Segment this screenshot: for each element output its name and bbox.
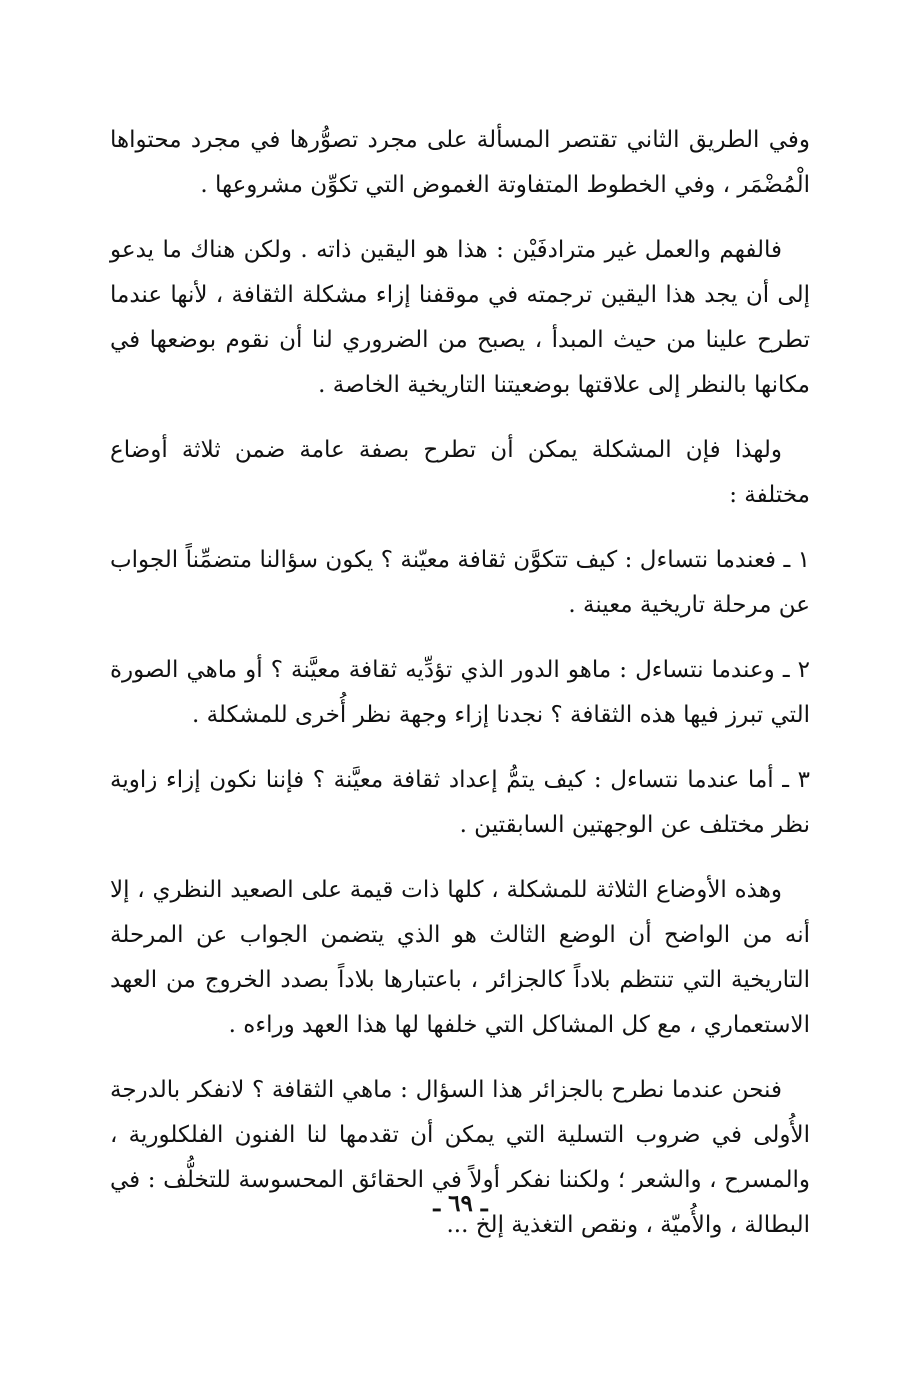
paragraph-6: ٣ ـ أما عندما نتساءل : كيف يتمُّ إعداد ثقافة معيَّنة ؟ فإننا نكون إزاء زاوية نظر مختلف عن الوجهتين السابقتين .: [110, 767, 810, 838]
document-page: [110, 118, 810, 1268]
paragraph-8: فنحن عندما نطرح بالجزائر هذا السؤال : ماهي الثقافة ؟ لانفكر بالدرجة الأُولى في ضروب التسلية التي يمكن أن تقدمها لنا الفنون الفلكلورية ، والمسرح ، والشعر ؛ ولكننا نفكر أولاً في الحقائق المحسوسة للتخلُّف : في البطالة ، والأُميّة ، ونقص التغذية إلخ ...: [110, 1077, 810, 1238]
paragraph-2: فالفهم والعمل غير مترادفَيْن : هذا هو اليقين ذاته . ولكن هناك ما يدعو إلى أن يجد هذا اليقين ترجمته في موقفنا إزاء مشكلة الثقافة ، لأنها عندما تطرح علينا من حيث المبدأ ، يصبح من الضروري لنا أن نقوم بوضعها في مكانها بالنظر إلى علاقتها بوضعيتنا التاريخية الخاصة .: [110, 237, 810, 398]
paragraph-4: ١ ـ فعندما نتساءل : كيف تتكوَّن ثقافة معيّنة ؟ يكون سؤالنا متضمِّناً الجواب عن مرحلة تاريخية معينة .: [110, 547, 810, 618]
paragraph-3: ولهذا فإن المشكلة يمكن أن تطرح بصفة عامة ضمن ثلاثة أوضاع مختلفة :: [110, 437, 810, 508]
page-number: ـ ٦٩ ـ: [433, 1190, 488, 1217]
paragraph-7: وهذه الأوضاع الثلاثة للمشكلة ، كلها ذات قيمة على الصعيد النظري ، إلا أنه من الواضح أن الوضع الثالث هو الذي يتضمن الجواب عن المرحلة التاريخية التي تنتظم بلاداً كالجزائر ، باعتبارها بلاداً بصدد الخروج من العهد الاستعماري ، مع كل المشاكل التي خلفها لها هذا العهد وراءه .: [110, 877, 810, 1038]
paragraph-5: ٢ ـ وعندما نتساءل : ماهو الدور الذي تؤدِّيه ثقافة معيَّنة ؟ أو ماهي الصورة التي تبرز فيها هذه الثقافة ؟ نجدنا إزاء وجهة نظر أُخرى للمشكلة .: [110, 657, 810, 728]
paragraph-1: وفي الطريق الثاني تقتصر المسألة على مجرد تصوُّرها في مجرد محتواها الْمُضْمَر ، وفي الخطوط المتفاوتة الغموض التي تكوِّن مشروعها .: [110, 127, 810, 198]
